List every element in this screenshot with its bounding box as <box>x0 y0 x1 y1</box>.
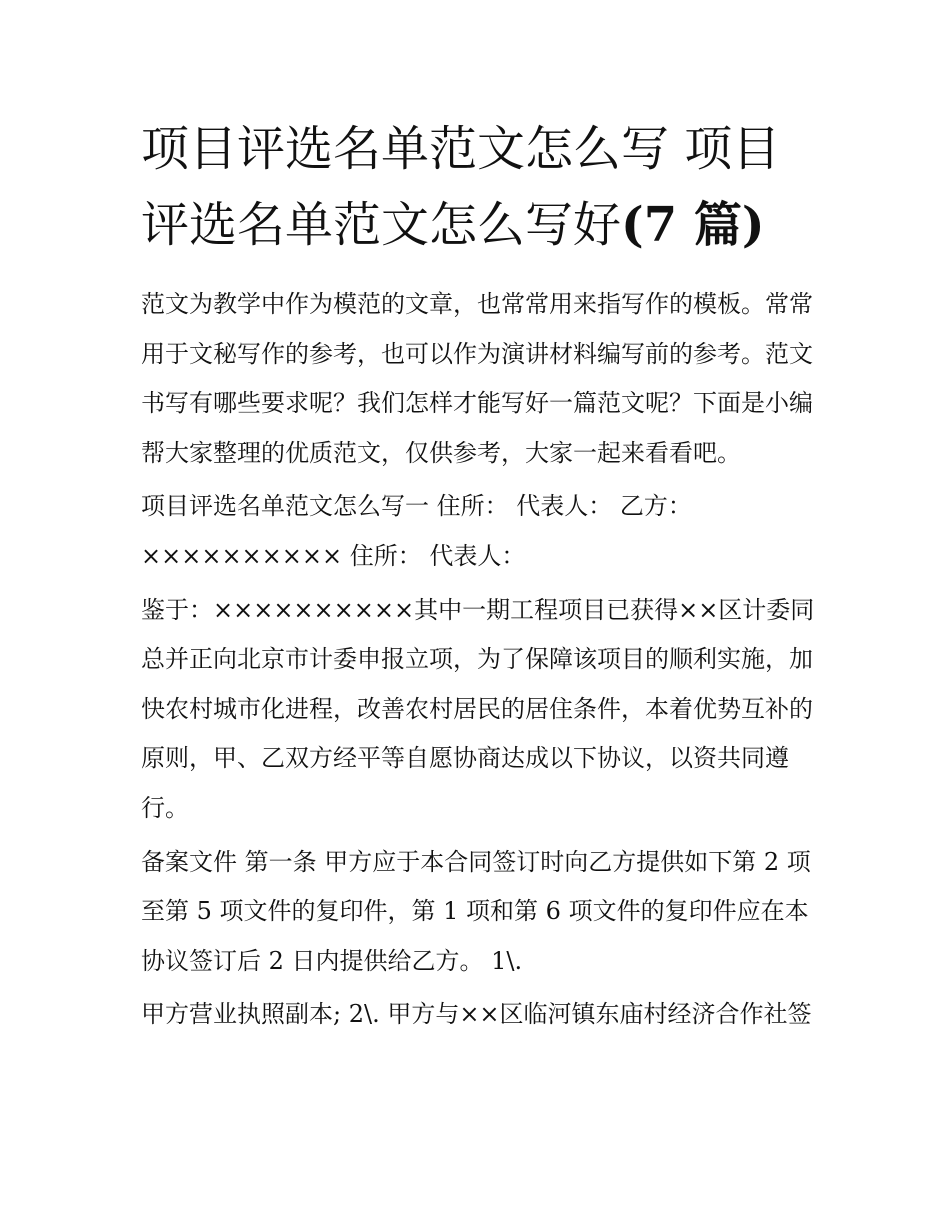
paragraph-items: 甲方营业执照副本; 2\. 甲方与××区临河镇东庙村经济合作社签 <box>141 1000 812 1029</box>
title-main-text: 项目评选名单范文怎么写 项目评选名单范文怎么写好 <box>141 121 781 253</box>
document-title <box>141 111 821 263</box>
paragraph-article-one: 备案文件 第一条 甲方应于本合同签订时向乙方提供如下第 2 项至第 5 项文件的复印件，第 1 项和第 6 项文件的复印件应在本协议签订后 2 日内提供给乙方。 1\. <box>141 847 811 975</box>
paragraph-intro: 范文为教学中作为模范的文章，也常常用来指写作的模板。常常用于文秘写作的参考，也可以作为演讲材料编写前的参考。范文书写有哪些要求呢？我们怎样才能写好一篇范文呢？下面是小编帮大家整理的优质范文，仅供参考，大家一起来看看吧。 <box>141 290 813 467</box>
paragraph-parties: 项目评选名单范文怎么写一 住所： 代表人： 乙方：×××××××××× 住所： 代表人： <box>141 492 692 570</box>
paragraph-whereas: 鉴于：××××××××××其中一期工程项目已获得××区计委同总并正向北京市计委申报立项，为了保障该项目的顺利实施，加快农村城市化进程，改善农村居民的居住条件，本着优势互补的原则，甲、乙双方经平等自愿协商达成以下协议，以资共同遵行。 <box>141 595 815 822</box>
title-suffix-text: (7 篇) <box>621 197 765 253</box>
document-body <box>141 280 821 1044</box>
